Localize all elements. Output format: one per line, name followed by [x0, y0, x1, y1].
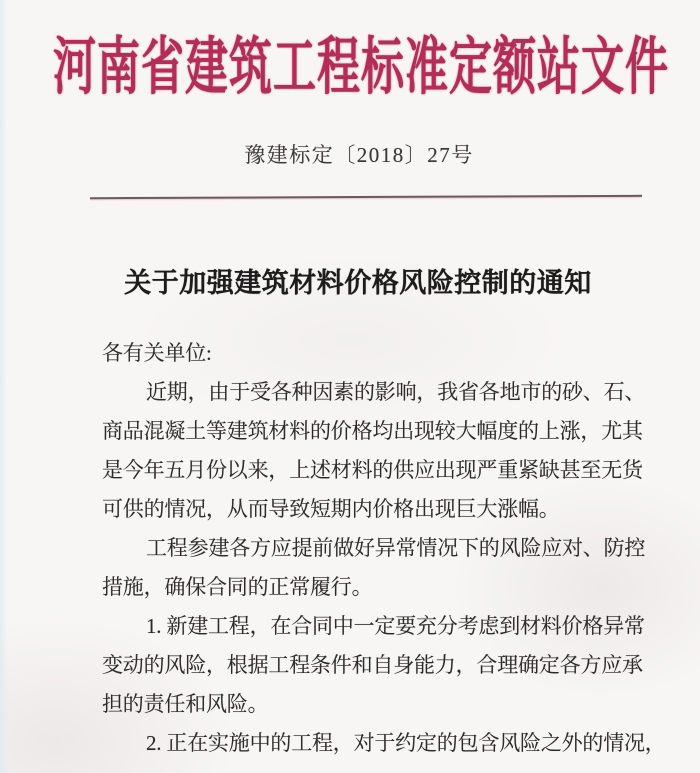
document-body [0, 334, 700, 763]
body-line: 1. 新建工程，在合同中一定要充分考虑到材料价格异常 [146, 614, 645, 638]
body-line: 可供的情况，从而导致短期内价格出现巨大涨幅。 [102, 497, 560, 521]
body-line: 近期，由于受各种因素的影响，我省各地市的砂、石、 [146, 380, 646, 404]
body-line: 担的责任和风险。 [102, 692, 269, 716]
salutation-line: 各有关单位: [102, 341, 212, 365]
separator-line [90, 195, 642, 199]
notice-title: 关于加强建筑材料价格风险控制的通知 [124, 268, 592, 298]
body-line: 工程参建各方应提前做好异常情况下的风险应对、防控 [146, 536, 646, 560]
body-line: 变动的风险，根据工程条件和自身能力，合理确定各方应承 [102, 653, 643, 677]
body-line: 商品混凝土等建筑材料的价格均出现较大幅度的上涨，尤其 [102, 419, 643, 443]
document-number: 豫建标定〔2018〕27号 [244, 143, 474, 167]
body-line: 2. 正在实施中的工程，对于约定的包含风险之外的情况， [146, 731, 666, 755]
letterhead [0, 0, 700, 124]
letterhead-title: 河南省建筑工程标准定额站文件 [53, 33, 669, 102]
body-line: 是今年五月份以来，上述材料的供应出现严重紧缺甚至无货 [102, 458, 643, 482]
body-line: 措施，确保合同的正常履行。 [102, 575, 373, 599]
